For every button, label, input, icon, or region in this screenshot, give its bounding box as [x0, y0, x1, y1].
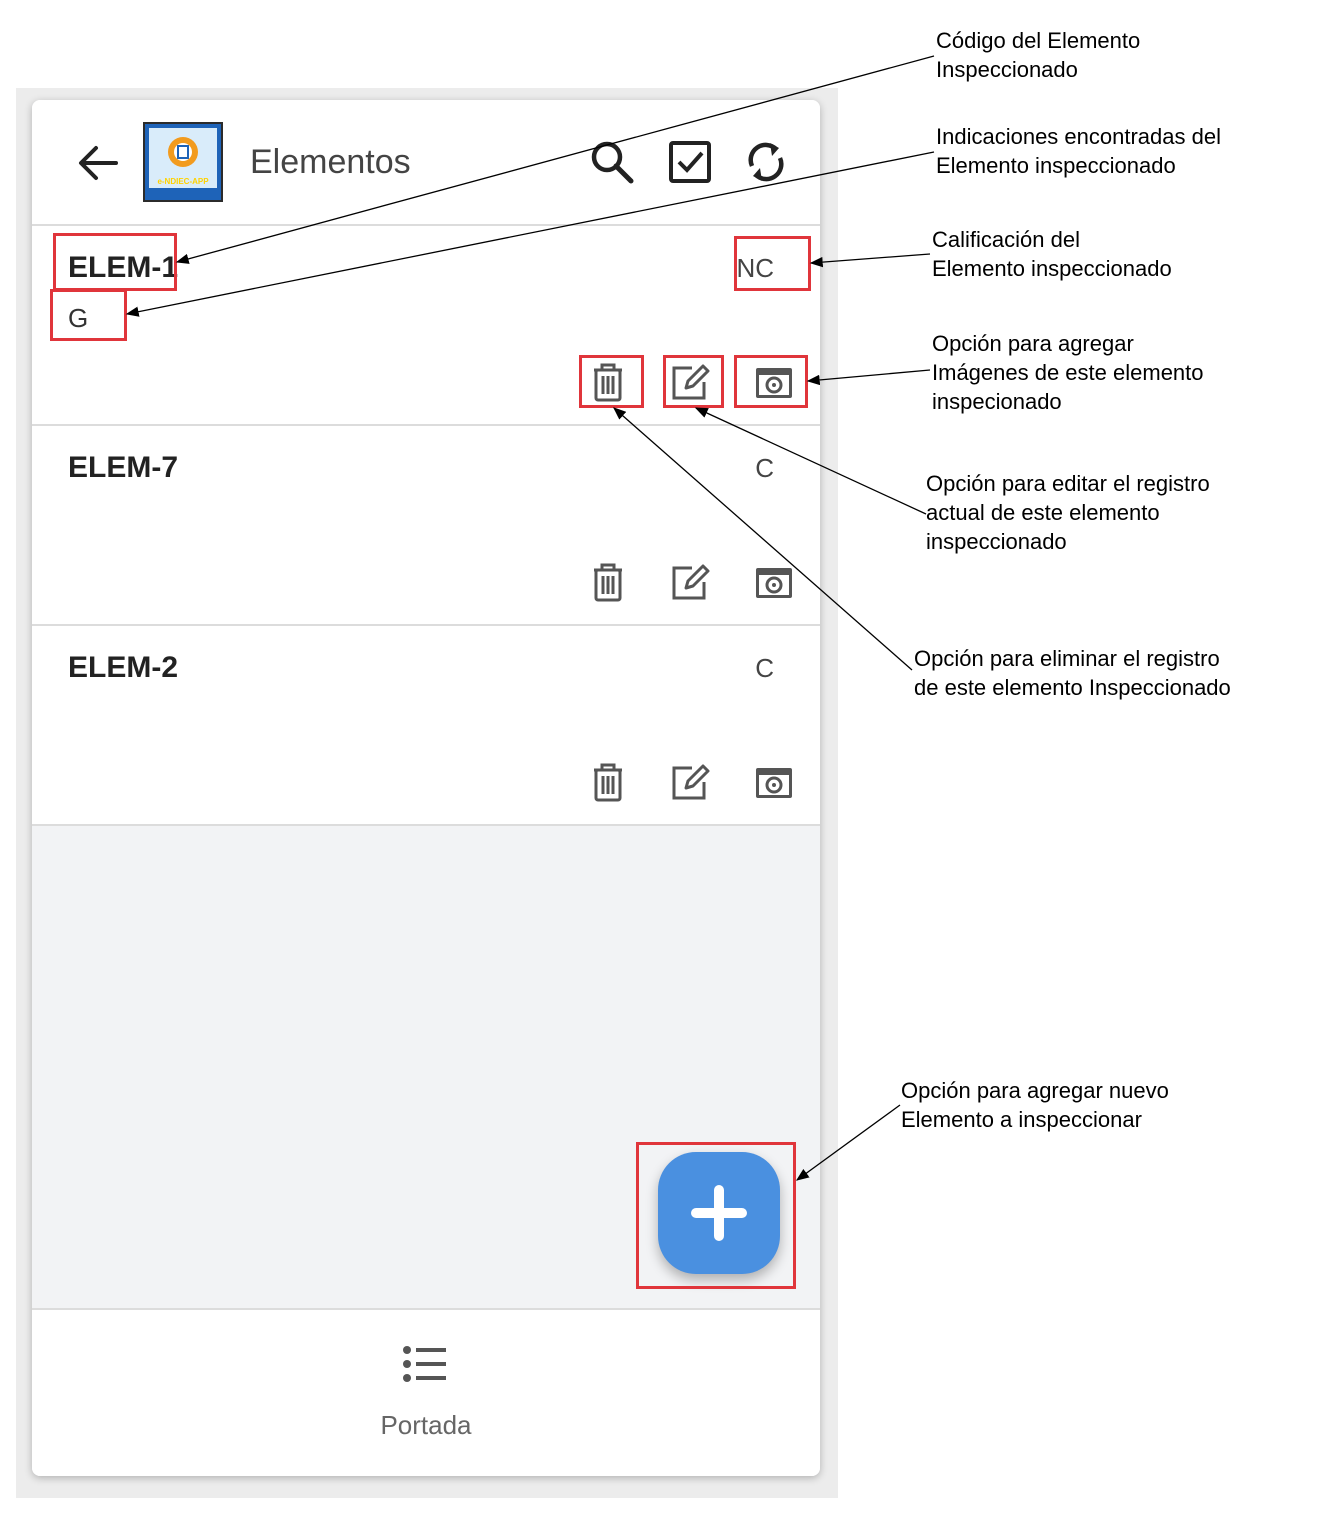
element-indication: G: [68, 303, 89, 333]
element-grade: NC: [736, 253, 774, 283]
element-code: ELEM-2: [68, 651, 179, 684]
annotation-add: Opción para agregar nuevo Elemento a inspeccionar: [901, 1078, 1169, 1132]
element-grade: C: [755, 453, 774, 483]
tab-portada[interactable]: Portada: [380, 1410, 472, 1440]
annotation-images: Opción para agregar Imágenes de este elemento inspecionado: [932, 331, 1204, 414]
annotation-indications: Indicaciones encontradas del Elemento inspeccionado: [936, 124, 1221, 178]
annotation-grade: Calificación del Elemento inspeccionado: [932, 227, 1172, 281]
element-code: ELEM-1: [68, 251, 179, 284]
element-grade: C: [755, 653, 774, 683]
annotation-edit: Opción para editar el registro actual de este elemento inspeccionado: [926, 471, 1210, 554]
annotation-code: Código del Elemento Inspeccionado: [936, 28, 1141, 82]
page-title: Elementos: [250, 143, 411, 181]
annotation-delete: Opción para eliminar el registro de este elemento Inspeccionado: [914, 646, 1231, 700]
logo-text: e-NDIEC-APP: [157, 177, 209, 186]
element-code: ELEM-7: [68, 451, 179, 484]
